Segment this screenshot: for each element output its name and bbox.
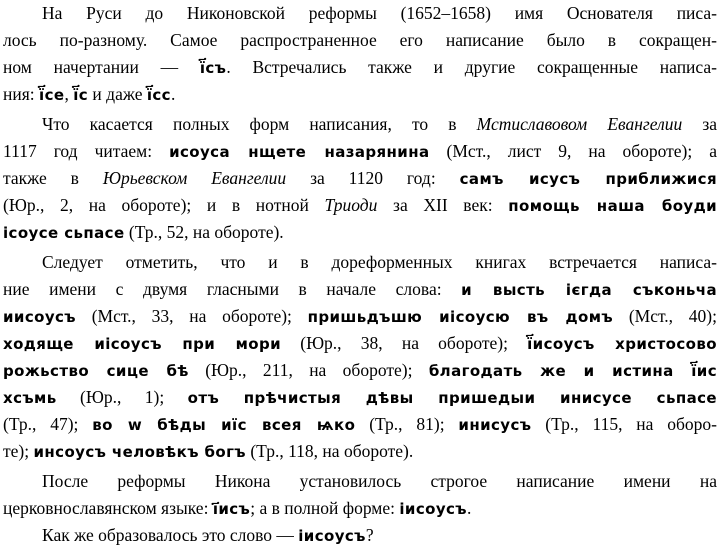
text-line (3, 83, 717, 106)
text-span: (Тр., 52, на обороте). (124, 222, 284, 242)
church-slavonic-text: і҃исъ (212, 500, 251, 518)
text-span: (Тр., 118, на обороте). (245, 441, 414, 461)
text-span: ; а в полной форме: (250, 498, 400, 518)
text-span: , (64, 84, 74, 104)
text-span: Следует отметить, что и в дореформенных книгах встречается написа- (42, 252, 717, 272)
text-span: (Мст., 33, на обороте); (75, 306, 308, 326)
church-slavonic-text: помощь наша боуди (508, 197, 718, 215)
text-line (3, 194, 717, 217)
text-line (3, 497, 717, 520)
text-span: (Тр., 47); (3, 414, 93, 434)
church-slavonic-text: рожьство сице бѣ (3, 362, 189, 380)
text-span: за 1120 год: (286, 168, 460, 188)
church-slavonic-text: отъ прѣчистыя дѣвы пришедыи инисусе сьпасе (187, 389, 717, 407)
text-line (42, 113, 717, 135)
church-slavonic-text: во w бѣды иїс всея ѩко (92, 416, 356, 434)
text-span: На Руси до Никоновской реформы (1652–1658) имя Основателя писа- (42, 3, 717, 23)
book-title: Юрьевском Евангелии (102, 168, 287, 188)
text-span: ние имени с двумя гласными в начале слова: (3, 279, 462, 299)
text-line (3, 167, 717, 190)
church-slavonic-text: иисоусъ (3, 308, 76, 326)
text-span: (Юр., 38, на обороте); (281, 333, 528, 353)
text-span: те); (3, 441, 34, 461)
text-line (42, 251, 717, 273)
text-span: за (682, 114, 718, 134)
text-line (3, 305, 717, 328)
text-span: за XII век: (377, 195, 509, 215)
church-slavonic-text: ісоусе сьпасе (3, 224, 125, 242)
church-slavonic-text: ї҃съ (199, 59, 227, 77)
text-line (3, 221, 717, 244)
church-slavonic-text: инсоусъ человѣкъ богъ (33, 443, 246, 461)
text-span: (Юр., 1); (56, 387, 188, 407)
text-span: также в (3, 168, 103, 188)
church-slavonic-text: ї҃сс (146, 86, 171, 104)
text-span: Как же образовалось это слово — (42, 525, 299, 545)
text-line (42, 524, 717, 547)
text-line (3, 359, 717, 382)
text-span: ? (365, 525, 374, 545)
text-span: (Юр., 2, на обороте); и в нотной (3, 195, 325, 215)
text-span: (Тр., 81); (355, 414, 459, 434)
text-line (3, 440, 717, 463)
church-slavonic-text: хсъмь (3, 389, 57, 407)
text-span: (Мст., 40); (613, 306, 717, 326)
text-span: и даже (88, 84, 147, 104)
text-span: (Мст., лист 9, на обороте); а (429, 141, 718, 161)
text-line (3, 140, 717, 163)
church-slavonic-text: іисоусъ (298, 527, 366, 545)
text-span: ном начертании — (3, 57, 200, 77)
text-line (3, 413, 717, 436)
text-span: После реформы Никона установилось строгое написание имени на (42, 471, 717, 491)
church-slavonic-text: самъ исусъ приближися (459, 170, 717, 188)
text-line (42, 470, 717, 492)
text-span: . Встречались также и другие сокращенные написа- (226, 57, 717, 77)
text-span: церковнославянском языке: (3, 498, 213, 518)
church-slavonic-text: инисусъ (458, 416, 532, 434)
text-line (3, 29, 717, 51)
church-slavonic-text: ї҃исоусъ христосово (527, 335, 717, 353)
text-line (3, 56, 717, 79)
text-line (3, 278, 717, 301)
text-span: лось по-разному. Самое распространенное его написание было в сокращен- (3, 30, 717, 50)
church-slavonic-text: благодать же и истина ї҃ис (428, 362, 717, 380)
book-title: Триоди (324, 195, 378, 215)
text-span: (Юр., 211, на обороте); (188, 360, 429, 380)
church-slavonic-text: и высть ієгда съконьча (461, 281, 717, 299)
church-slavonic-text: пришьдъшю иісоусю въ домъ (307, 308, 614, 326)
church-slavonic-text: іисоусъ (399, 500, 467, 518)
text-span: ния: (3, 84, 40, 104)
church-slavonic-text: ї҃се (39, 86, 65, 104)
text-line (42, 2, 717, 24)
text-span: . (466, 498, 472, 518)
church-slavonic-text: ходяще иісоусъ при мори (3, 335, 282, 353)
book-title: Мстиславовом Евангелии (476, 114, 683, 134)
text-span: Что касается полных форм написания, то в (42, 114, 477, 134)
text-span: 1117 год читаем: (3, 141, 170, 161)
text-line (3, 386, 717, 409)
text-span: (Тр., 115, на оборо- (531, 414, 718, 434)
text-line (3, 332, 717, 355)
text-span: . (170, 84, 176, 104)
church-slavonic-text: исоуса нщете назарянина (169, 143, 430, 161)
church-slavonic-text: ї҃с (73, 86, 89, 104)
